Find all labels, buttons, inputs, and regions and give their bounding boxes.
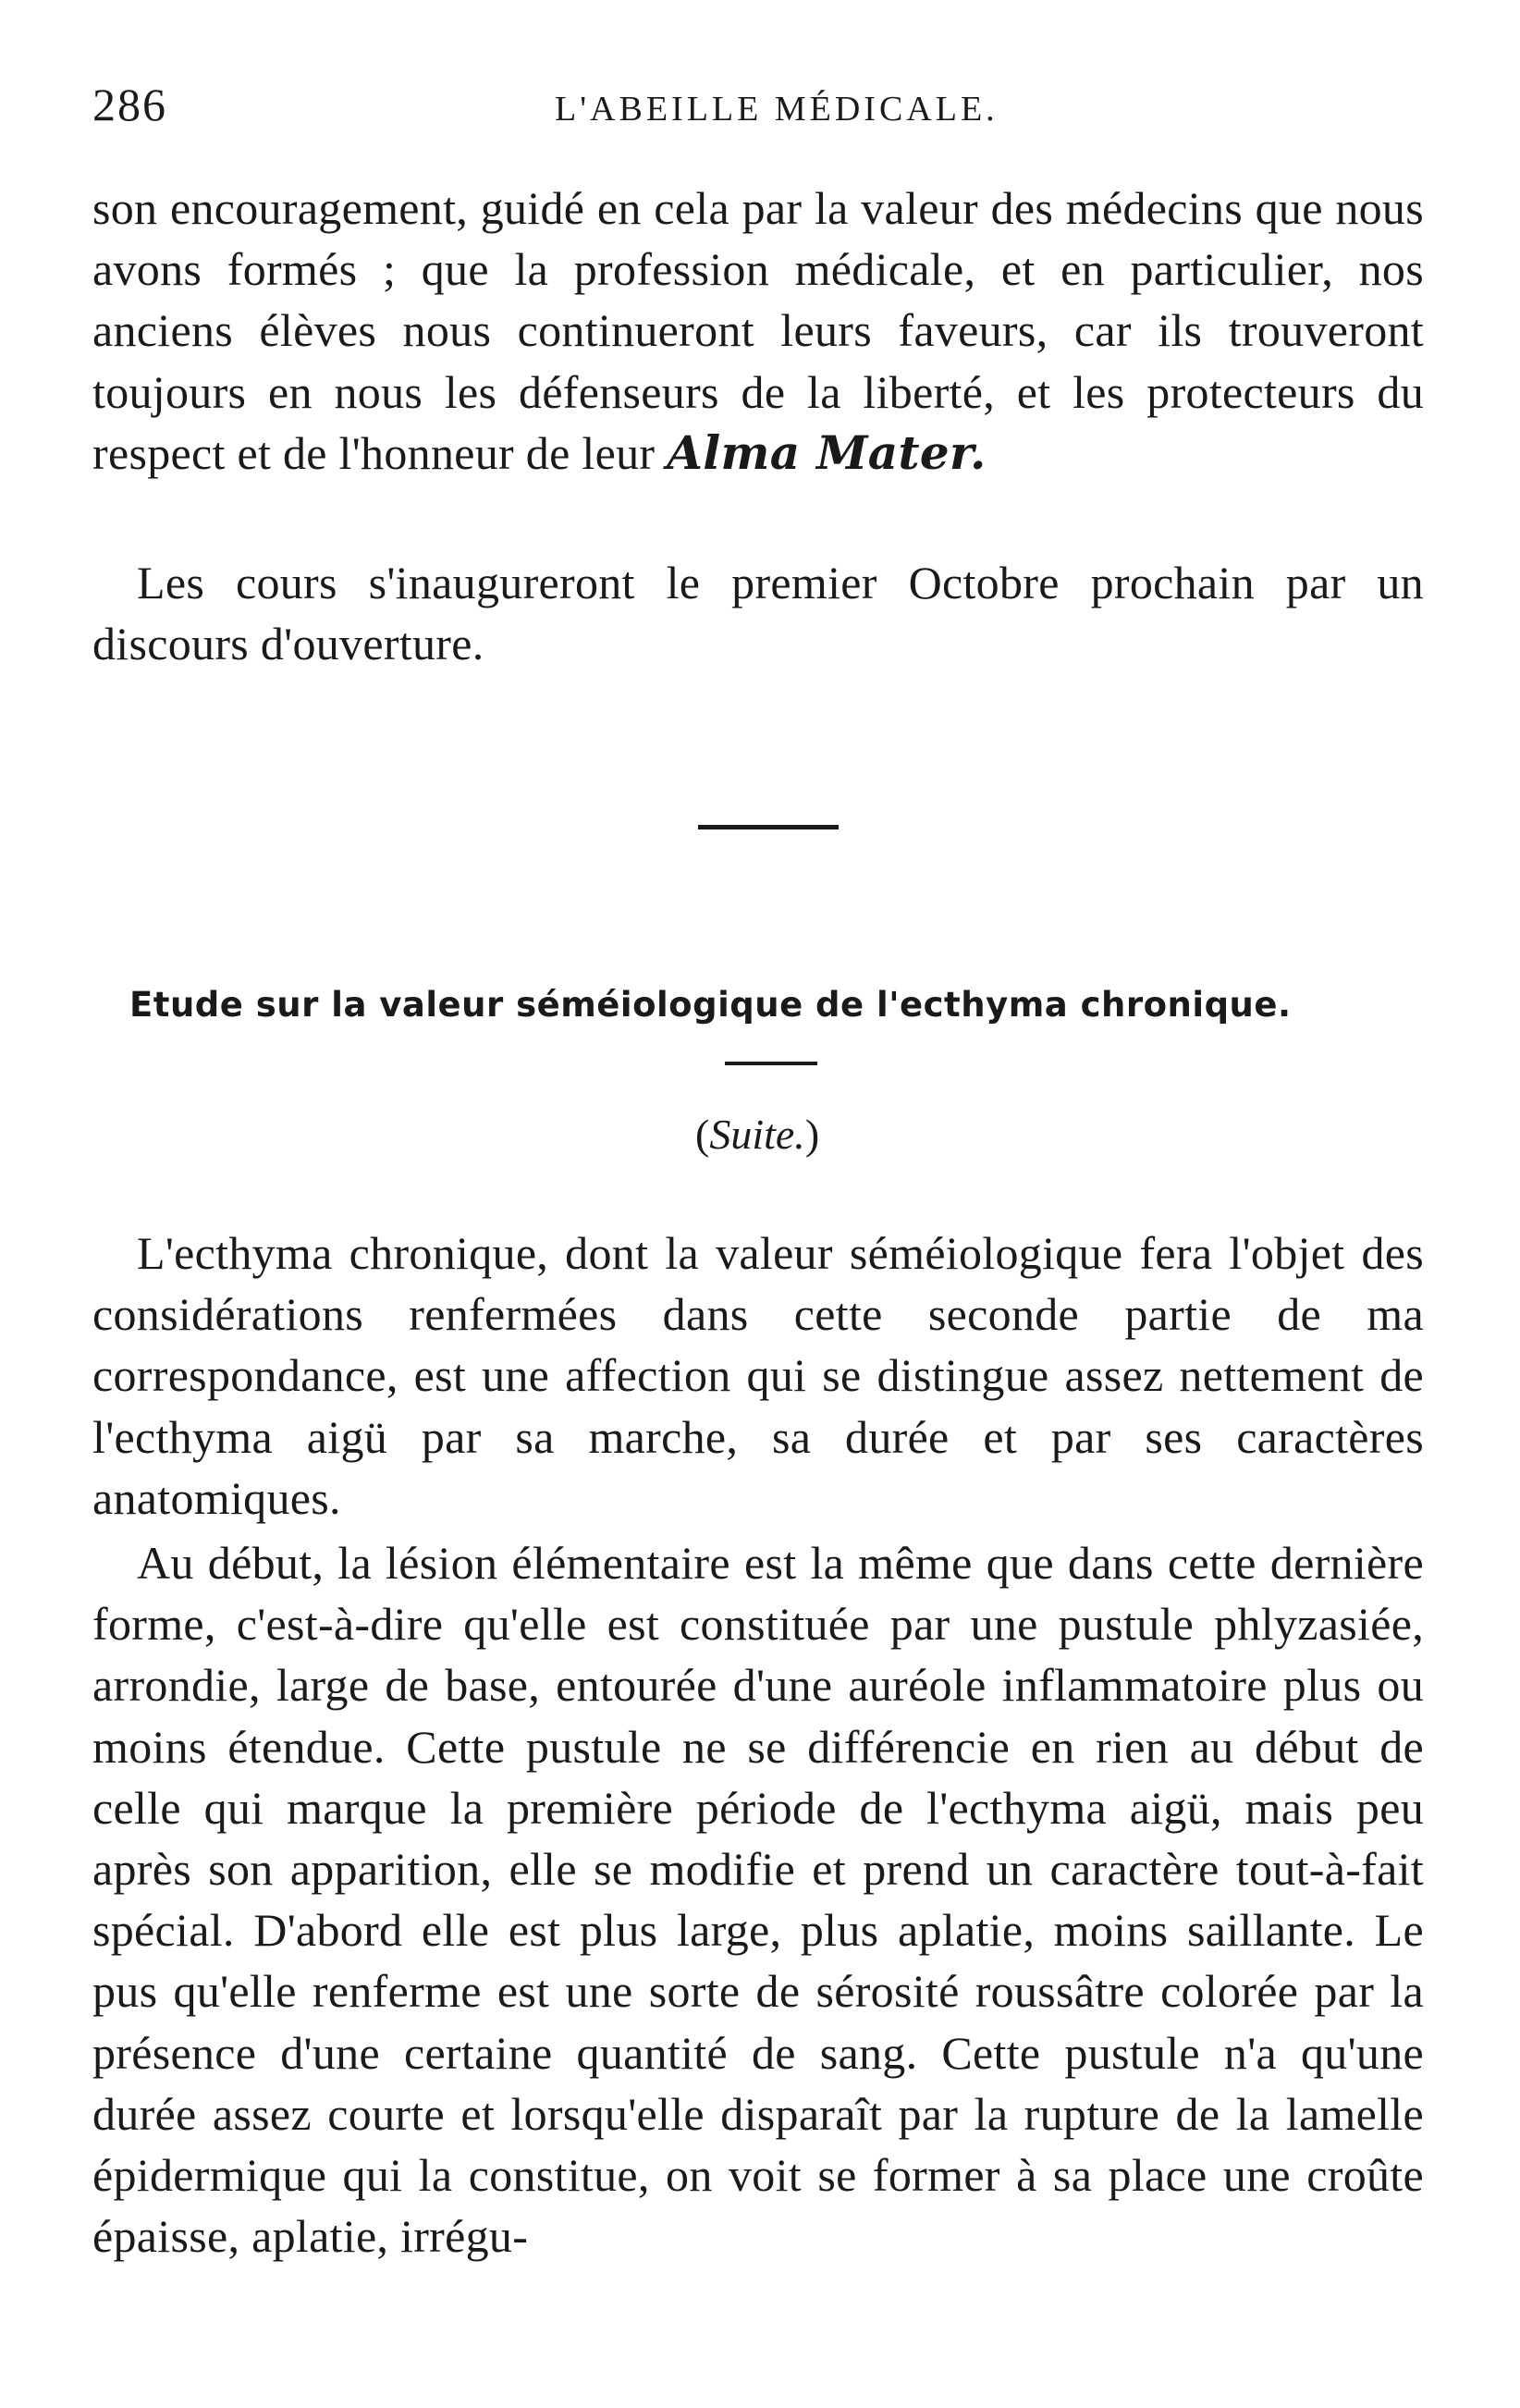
running-head: L'ABEILLE MÉDICALE. [555, 90, 999, 129]
article-paragraph-2 [92, 1532, 1424, 2267]
continuation-note: (Suite.) [695, 1111, 820, 1158]
section-divider [698, 825, 839, 829]
article-title: Etude sur la valeur séméiologique de l'ecthyma chronique. [129, 985, 1292, 1025]
page-number: 286 [92, 79, 167, 130]
paragraph-text [92, 178, 1424, 484]
paragraph-courses [92, 552, 1424, 674]
paragraph-text: Les cours s'inaugureront le premier Octobre prochain par un discours d'ouverture. [92, 557, 1424, 670]
article-paragraph-1 [92, 1222, 1424, 1529]
title-divider [725, 1062, 817, 1065]
paragraph-body: son encouragement, guidé en cela par la valeur des médecins que nous avons formés ; que la profession médicale, et en particulier, nos anciens élèves nous continueront leurs faveurs, car ils trouveront toujours en nous les défenseurs de la liberté, et les protecteurs du respect et de l'honneur de leur [92, 182, 1424, 479]
alma-mater-emphasis: Alma Mater. [667, 424, 987, 480]
paragraph-text: Au début, la lésion élémentaire est la même que dans cette dernière forme, c'est-à-dire qu'elle est constituée par une pustule phlyzasiée, arrondie, large de base, entourée d'une auréole inflammatoire plus ou moins étendue. Cette pustule ne se différencie en rien au début de celle qui marque la première période de l'ecthyma aigü, mais peu après son apparition, elle se modifie et prend un caractère tout-à-fait spécial. D'abord elle est plus large, plus aplatie, moins saillante. Le pus qu'elle renferme est une sorte de sérosité roussâtre colorée par la présence d'une certaine quantité de sang. Cette pustule n'a qu'une durée assez courte et lorsqu'elle disparaît par la rupture de la lamelle épidermique qui la constitue, on voit se former à sa place une croûte épaisse, aplatie, irrégu- [92, 1537, 1424, 2263]
continuation-label: Suite. [709, 1111, 805, 1158]
paragraph-closing [92, 178, 1424, 484]
paragraph-text: L'ecthyma chronique, dont la valeur séméiologique fera l'objet des considérations renfermées dans cette seconde partie de ma correspondance, est une affection qui se distingue assez nettement de l'ecthyma aigü par sa marche, sa durée et par ses caractères anatomiques. [92, 1227, 1424, 1524]
